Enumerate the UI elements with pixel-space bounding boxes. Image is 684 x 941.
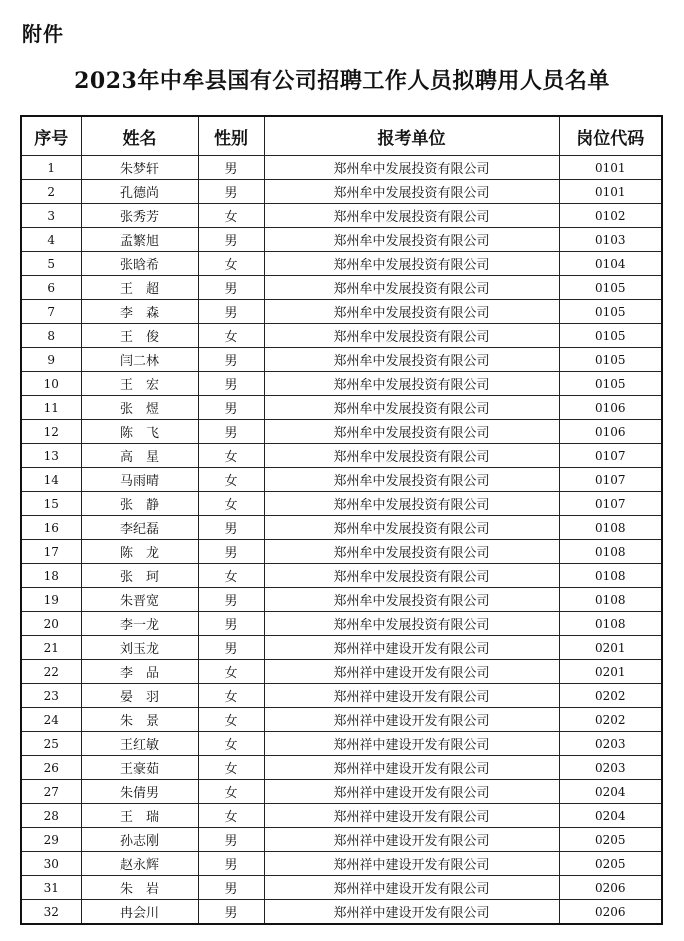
table-row — [21, 732, 662, 756]
cell-name: 朱晋宽 — [81, 588, 198, 612]
cell-unit: 郑州牟中发展投资有限公司 — [264, 396, 559, 420]
cell-index: 7 — [21, 300, 81, 324]
cell-position-code: 0202 — [559, 708, 662, 732]
cell-position-code: 0206 — [559, 900, 662, 925]
cell-index: 23 — [21, 684, 81, 708]
cell-position-code: 0102 — [559, 204, 662, 228]
table-row — [21, 276, 662, 300]
cell-name: 李一龙 — [81, 612, 198, 636]
table-row — [21, 612, 662, 636]
cell-gender: 男 — [198, 612, 264, 636]
cell-name: 孙志刚 — [81, 828, 198, 852]
cell-index: 24 — [21, 708, 81, 732]
cell-unit: 郑州祥中建设开发有限公司 — [264, 852, 559, 876]
cell-index: 13 — [21, 444, 81, 468]
cell-unit: 郑州牟中发展投资有限公司 — [264, 588, 559, 612]
cell-index: 11 — [21, 396, 81, 420]
table-row — [21, 156, 662, 180]
cell-index: 29 — [21, 828, 81, 852]
cell-unit: 郑州祥中建设开发有限公司 — [264, 708, 559, 732]
cell-unit: 郑州祥中建设开发有限公司 — [264, 636, 559, 660]
cell-gender: 男 — [198, 900, 264, 925]
cell-position-code: 0107 — [559, 444, 662, 468]
cell-unit: 郑州祥中建设开发有限公司 — [264, 900, 559, 925]
cell-position-code: 0104 — [559, 252, 662, 276]
cell-position-code: 0202 — [559, 684, 662, 708]
cell-unit: 郑州牟中发展投资有限公司 — [264, 348, 559, 372]
cell-position-code: 0101 — [559, 156, 662, 180]
cell-index: 19 — [21, 588, 81, 612]
cell-index: 2 — [21, 180, 81, 204]
cell-index: 12 — [21, 420, 81, 444]
cell-index: 17 — [21, 540, 81, 564]
cell-position-code: 0107 — [559, 468, 662, 492]
cell-unit: 郑州牟中发展投资有限公司 — [264, 372, 559, 396]
cell-unit: 郑州牟中发展投资有限公司 — [264, 156, 559, 180]
cell-name: 朱 景 — [81, 708, 198, 732]
hiring-list-table — [20, 115, 663, 925]
cell-index: 3 — [21, 204, 81, 228]
cell-name: 孔德尚 — [81, 180, 198, 204]
cell-unit: 郑州牟中发展投资有限公司 — [264, 252, 559, 276]
cell-unit: 郑州牟中发展投资有限公司 — [264, 180, 559, 204]
cell-gender: 男 — [198, 156, 264, 180]
cell-unit: 郑州牟中发展投资有限公司 — [264, 228, 559, 252]
cell-gender: 男 — [198, 588, 264, 612]
table-row — [21, 468, 662, 492]
cell-name: 王 瑞 — [81, 804, 198, 828]
cell-gender: 男 — [198, 876, 264, 900]
column-header-index: 序号 — [21, 116, 81, 156]
cell-gender: 女 — [198, 684, 264, 708]
table-row — [21, 564, 662, 588]
cell-index: 10 — [21, 372, 81, 396]
cell-index: 5 — [21, 252, 81, 276]
cell-index: 21 — [21, 636, 81, 660]
cell-gender: 男 — [198, 372, 264, 396]
cell-gender: 男 — [198, 348, 264, 372]
cell-position-code: 0206 — [559, 876, 662, 900]
table-row — [21, 252, 662, 276]
cell-index: 4 — [21, 228, 81, 252]
table-row — [21, 348, 662, 372]
table-row — [21, 204, 662, 228]
cell-gender: 女 — [198, 780, 264, 804]
table-row — [21, 300, 662, 324]
table-row — [21, 708, 662, 732]
cell-index: 20 — [21, 612, 81, 636]
cell-gender: 女 — [198, 660, 264, 684]
cell-name: 陈 飞 — [81, 420, 198, 444]
cell-name: 张晗希 — [81, 252, 198, 276]
cell-unit: 郑州牟中发展投资有限公司 — [264, 276, 559, 300]
cell-unit: 郑州祥中建设开发有限公司 — [264, 780, 559, 804]
cell-gender: 男 — [198, 852, 264, 876]
table-row — [21, 228, 662, 252]
cell-index: 22 — [21, 660, 81, 684]
cell-gender: 女 — [198, 708, 264, 732]
cell-index: 1 — [21, 156, 81, 180]
cell-name: 王豪茹 — [81, 756, 198, 780]
table-row — [21, 492, 662, 516]
cell-gender: 男 — [198, 300, 264, 324]
cell-gender: 男 — [198, 228, 264, 252]
cell-name: 刘玉龙 — [81, 636, 198, 660]
table-row — [21, 756, 662, 780]
cell-gender: 男 — [198, 420, 264, 444]
cell-position-code: 0105 — [559, 276, 662, 300]
column-header-position-code: 岗位代码 — [559, 116, 662, 156]
cell-position-code: 0105 — [559, 348, 662, 372]
cell-index: 30 — [21, 852, 81, 876]
table-row — [21, 780, 662, 804]
table-row — [21, 180, 662, 204]
cell-gender: 女 — [198, 204, 264, 228]
table-row — [21, 828, 662, 852]
cell-position-code: 0108 — [559, 540, 662, 564]
table-row — [21, 372, 662, 396]
cell-name: 马雨晴 — [81, 468, 198, 492]
cell-unit: 郑州牟中发展投资有限公司 — [264, 516, 559, 540]
cell-name: 赵永辉 — [81, 852, 198, 876]
cell-position-code: 0205 — [559, 828, 662, 852]
cell-position-code: 0201 — [559, 660, 662, 684]
table-row — [21, 324, 662, 348]
column-header-gender: 性别 — [198, 116, 264, 156]
cell-gender: 女 — [198, 444, 264, 468]
cell-position-code: 0203 — [559, 732, 662, 756]
cell-unit: 郑州牟中发展投资有限公司 — [264, 468, 559, 492]
cell-position-code: 0105 — [559, 324, 662, 348]
cell-name: 王 超 — [81, 276, 198, 300]
cell-unit: 郑州牟中发展投资有限公司 — [264, 492, 559, 516]
cell-index: 28 — [21, 804, 81, 828]
cell-unit: 郑州祥中建设开发有限公司 — [264, 732, 559, 756]
cell-unit: 郑州祥中建设开发有限公司 — [264, 660, 559, 684]
cell-name: 陈 龙 — [81, 540, 198, 564]
cell-position-code: 0203 — [559, 756, 662, 780]
cell-index: 32 — [21, 900, 81, 925]
cell-unit: 郑州牟中发展投资有限公司 — [264, 420, 559, 444]
cell-name: 朱梦轩 — [81, 156, 198, 180]
cell-unit: 郑州祥中建设开发有限公司 — [264, 804, 559, 828]
cell-position-code: 0103 — [559, 228, 662, 252]
page-title: 2023年中牟县国有公司招聘工作人员拟聘用人员名单 — [74, 68, 610, 94]
table-row — [21, 804, 662, 828]
cell-position-code: 0107 — [559, 492, 662, 516]
cell-name: 张 珂 — [81, 564, 198, 588]
table-row — [21, 516, 662, 540]
table-row — [21, 876, 662, 900]
cell-position-code: 0101 — [559, 180, 662, 204]
cell-gender: 男 — [198, 180, 264, 204]
table-row — [21, 396, 662, 420]
cell-gender: 男 — [198, 396, 264, 420]
cell-gender: 女 — [198, 324, 264, 348]
table-row — [21, 852, 662, 876]
cell-position-code: 0108 — [559, 564, 662, 588]
cell-gender: 男 — [198, 276, 264, 300]
cell-index: 15 — [21, 492, 81, 516]
cell-name: 张 静 — [81, 492, 198, 516]
cell-unit: 郑州祥中建设开发有限公司 — [264, 684, 559, 708]
cell-unit: 郑州牟中发展投资有限公司 — [264, 324, 559, 348]
table-row — [21, 636, 662, 660]
table-body — [21, 156, 662, 925]
table-row — [21, 540, 662, 564]
cell-name: 张秀芳 — [81, 204, 198, 228]
cell-unit: 郑州牟中发展投资有限公司 — [264, 612, 559, 636]
cell-name: 朱倩男 — [81, 780, 198, 804]
cell-index: 8 — [21, 324, 81, 348]
cell-name: 闫二林 — [81, 348, 198, 372]
cell-gender: 女 — [198, 804, 264, 828]
cell-position-code: 0108 — [559, 612, 662, 636]
cell-name: 李 品 — [81, 660, 198, 684]
table-row — [21, 660, 662, 684]
cell-name: 李纪磊 — [81, 516, 198, 540]
cell-position-code: 0201 — [559, 636, 662, 660]
cell-gender: 女 — [198, 468, 264, 492]
cell-index: 9 — [21, 348, 81, 372]
table-row — [21, 588, 662, 612]
cell-name: 高 星 — [81, 444, 198, 468]
cell-index: 14 — [21, 468, 81, 492]
cell-name: 晏 羽 — [81, 684, 198, 708]
column-header-unit: 报考单位 — [264, 116, 559, 156]
cell-position-code: 0105 — [559, 372, 662, 396]
table-row — [21, 900, 662, 925]
cell-index: 16 — [21, 516, 81, 540]
cell-name: 李 森 — [81, 300, 198, 324]
cell-index: 27 — [21, 780, 81, 804]
cell-gender: 女 — [198, 492, 264, 516]
cell-name: 王红敏 — [81, 732, 198, 756]
cell-unit: 郑州祥中建设开发有限公司 — [264, 828, 559, 852]
cell-index: 26 — [21, 756, 81, 780]
cell-position-code: 0204 — [559, 780, 662, 804]
cell-index: 31 — [21, 876, 81, 900]
cell-gender: 女 — [198, 756, 264, 780]
cell-name: 朱 岩 — [81, 876, 198, 900]
cell-name: 王 宏 — [81, 372, 198, 396]
cell-name: 王 俊 — [81, 324, 198, 348]
cell-gender: 女 — [198, 252, 264, 276]
cell-unit: 郑州祥中建设开发有限公司 — [264, 756, 559, 780]
table-row — [21, 420, 662, 444]
cell-unit: 郑州牟中发展投资有限公司 — [264, 204, 559, 228]
cell-position-code: 0108 — [559, 588, 662, 612]
cell-position-code: 0106 — [559, 396, 662, 420]
cell-name: 张 煜 — [81, 396, 198, 420]
cell-gender: 男 — [198, 540, 264, 564]
cell-gender: 男 — [198, 636, 264, 660]
cell-unit: 郑州牟中发展投资有限公司 — [264, 300, 559, 324]
cell-index: 6 — [21, 276, 81, 300]
table-header-row — [21, 116, 662, 156]
cell-unit: 郑州牟中发展投资有限公司 — [264, 540, 559, 564]
column-header-name: 姓名 — [81, 116, 198, 156]
cell-index: 25 — [21, 732, 81, 756]
cell-gender: 女 — [198, 564, 264, 588]
cell-position-code: 0106 — [559, 420, 662, 444]
cell-name: 孟繁旭 — [81, 228, 198, 252]
cell-unit: 郑州祥中建设开发有限公司 — [264, 876, 559, 900]
cell-position-code: 0205 — [559, 852, 662, 876]
cell-gender: 男 — [198, 516, 264, 540]
table-row — [21, 444, 662, 468]
cell-position-code: 0105 — [559, 300, 662, 324]
cell-position-code: 0108 — [559, 516, 662, 540]
cell-position-code: 0204 — [559, 804, 662, 828]
cell-unit: 郑州牟中发展投资有限公司 — [264, 564, 559, 588]
cell-unit: 郑州牟中发展投资有限公司 — [264, 444, 559, 468]
cell-index: 18 — [21, 564, 81, 588]
cell-name: 冉会川 — [81, 900, 198, 925]
cell-gender: 女 — [198, 732, 264, 756]
attachment-label: 附件 — [22, 22, 64, 46]
cell-gender: 男 — [198, 828, 264, 852]
table-row — [21, 684, 662, 708]
